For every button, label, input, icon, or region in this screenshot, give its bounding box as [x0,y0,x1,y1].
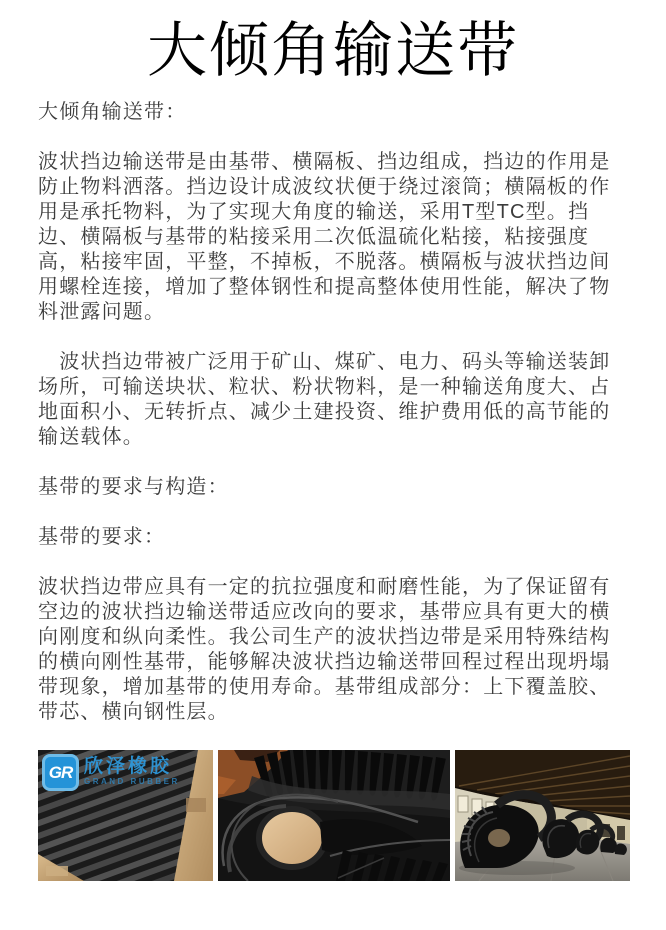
belt-coil-illustration [218,750,450,881]
paragraph-belt-composition: 波状挡边输送带是由基带、横隔板、挡边组成，挡边的作用是防止物料洒落。挡边设计成波纹状便于绕过滚筒；横隔板的作用是承托物料，为了实现大角度的输送，采用T型TC型。挡边、横隔板与基带的粘接采用二次低温硫化粘接，粘接强度高，粘接牢固，平整，不掉板，不脱落。横隔板与波状挡边间用螺栓连接，增加了整体钢性和提高整体使用性能，解决了物料泄露问题。 [38,151,611,323]
product-photo-row [38,750,628,881]
section-label-base-belt-requirements: 基带的要求： [38,526,166,548]
intro-label: 大倾角输送带： [38,101,187,123]
brand-logo [42,754,180,791]
brand-logo-text [84,754,180,787]
paragraph-belt-applications: 波状挡边带被广泛用于矿山、煤矿、电力、码头等输送装卸场所，可输送块状、粒状、粉状物料，是一种输送角度大、占地面积小、无转折点、减少土建投资、维护费用低的高节能的输送载体。 [38,351,611,448]
paragraph-base-belt-details: 波状挡边带应具有一定的抗拉强度和耐磨性能，为了保证留有空边的波状挡边输送带适应改向的要求，基带应具有更大的横向刚度和纵向柔性。我公司生产的波状挡边带是采用特殊结构的横向刚性基带，能够解决波状挡边输送带回程过程出现坍塌带现象，增加基带的使用寿命。基带组成部分：上下覆盖胶、带芯、横向钢性层。 [38,576,611,723]
section-label-base-belt-structure: 基带的要求与构造： [38,476,229,498]
brand-name-chinese: 欣泽橡胶 [84,756,173,777]
photo-belt-coil-closeup [218,750,450,881]
factory-illustration [455,750,630,881]
photo-belt-panels [38,750,213,881]
brand-name-english: GRAND RUBBER [84,777,180,786]
brand-logo-gr-icon: GR [42,754,79,791]
photo-factory-warehouse [455,750,630,881]
page-title: 大倾角输送带 [147,17,519,84]
